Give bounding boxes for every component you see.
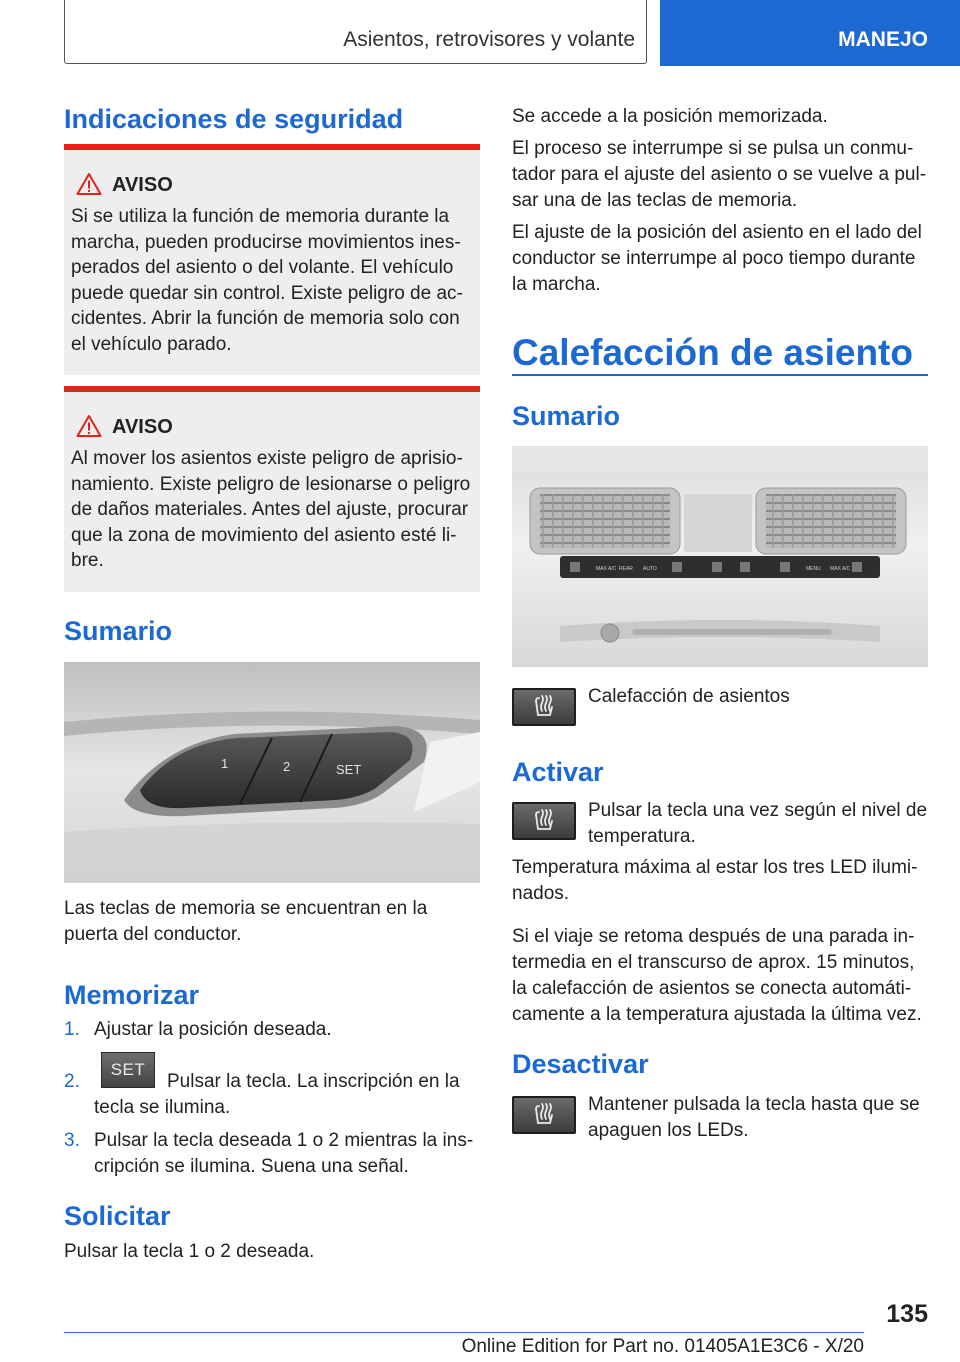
header-section-title: Asientos, retrovisores y volante — [343, 28, 635, 51]
desactivar-text: Mantener pulsada la tecla hasta que se apaguen los LEDs. — [588, 1094, 920, 1141]
seat-heating-key-icon — [512, 802, 576, 840]
warning-bar — [64, 386, 480, 392]
sumario-heading-right: Sumario — [512, 401, 621, 431]
panel-label: MAX A/C — [596, 566, 617, 572]
memory-buttons-caption: Las teclas de memoria se encuentran en la puerta del conductor. — [64, 898, 428, 945]
panel-label: MAX A/C — [830, 566, 851, 572]
activar-icon-text: Pulsar la tecla una vez según el nivel de temperatura. — [588, 800, 928, 847]
step-text: cripción se ilumina. Suena una señal. — [94, 1156, 409, 1177]
heading-rule — [512, 374, 928, 376]
warning-triangle-icon — [76, 172, 102, 196]
solicitar-heading: Solicitar — [64, 1201, 171, 1231]
warning-title: AVISO — [112, 174, 173, 196]
safety-heading: Indicaciones de seguridad — [64, 104, 404, 134]
footer-edition: Online Edition for Part no. 01405A1E3C6 - X/20 — [461, 1336, 864, 1357]
warning-title: AVISO — [112, 416, 173, 438]
warning-box-memory — [64, 144, 480, 375]
panel-label: REAR — [619, 566, 633, 572]
intro-paragraphs: Se accede a la posición memorizada. El proceso se interrumpe si se pulsa un conmu- tador para el ajuste del asiento o se vuelve a pul- sar una de las teclas de memoria. El ajuste de la posición del asiento en el lado del conductor se interrumpe al poco tiempo durante la marcha. — [512, 106, 927, 295]
activar-paragraph-2: Si el viaje se retoma después de una parada in- termedia en el transcurso de aprox. 15 minutos, la calefacción de asientos se conecta automáti- camente a la temperatura ajustada la última vez. — [512, 926, 922, 1025]
step-number: 2. — [64, 1071, 80, 1092]
warning-bar — [64, 144, 480, 150]
memorizar-heading: Memorizar — [64, 980, 200, 1010]
solicitar-text: Pulsar la tecla 1 o 2 deseada. — [64, 1241, 315, 1262]
step-text: Pulsar la tecla deseada 1 o 2 mientras la ins- — [94, 1130, 474, 1151]
desactivar-heading: Desactivar — [512, 1049, 649, 1079]
warning-box-seat-movement — [64, 386, 480, 592]
step-text: tecla se ilumina. — [94, 1097, 231, 1118]
activar-paragraph-1: Temperatura máxima al estar los tres LED ilumi- nados. — [512, 857, 918, 904]
step-text: Ajustar la posición deseada. — [94, 1019, 332, 1040]
seat-heating-key-icon — [512, 688, 576, 726]
memory-buttons-photo — [64, 662, 480, 883]
set-key-icon: SET — [101, 1052, 155, 1088]
panel-label: AUTO — [643, 566, 657, 572]
warning-text: Si se utiliza la función de memoria durante la marcha, pueden producirse movimientos ines- perados del asiento o del volante. El vehículo puede quedar sin control. Existe peligro de ac- cidentes. Abrir la función de memoria solo con el vehículo parado. — [71, 206, 463, 355]
seat-heating-key-icon — [512, 1096, 576, 1134]
activar-heading: Activar — [512, 757, 604, 787]
memory-button-2-label: 2 — [283, 759, 291, 774]
climate-panel-photo — [512, 446, 928, 667]
header-chapter-label: MANEJO — [838, 28, 928, 51]
warning-text: Al mover los asientos existe peligro de aprisio- namiento. Existe peligro de lesionarse o peligro de daños materiales. Antes del ajuste, procurar que la zona de movimiento del asiento esté li- bre. — [71, 448, 471, 571]
footer-rule — [64, 1332, 864, 1333]
step-number: 1. — [64, 1019, 80, 1040]
step-number: 3. — [64, 1130, 80, 1151]
warning-triangle-icon — [76, 414, 102, 438]
sumario-heading-left: Sumario — [64, 616, 173, 646]
calefaccion-heading: Calefacción de asiento — [512, 332, 913, 373]
panel-label: MENU — [806, 566, 821, 572]
seat-heating-caption: Calefacción de asientos — [588, 686, 790, 707]
memory-button-1-label: 1 — [221, 756, 229, 771]
memory-button-set-label: SET — [336, 762, 362, 777]
step-text: Pulsar la tecla. La inscripción en la — [167, 1071, 460, 1092]
page-number: 135 — [886, 1300, 928, 1328]
